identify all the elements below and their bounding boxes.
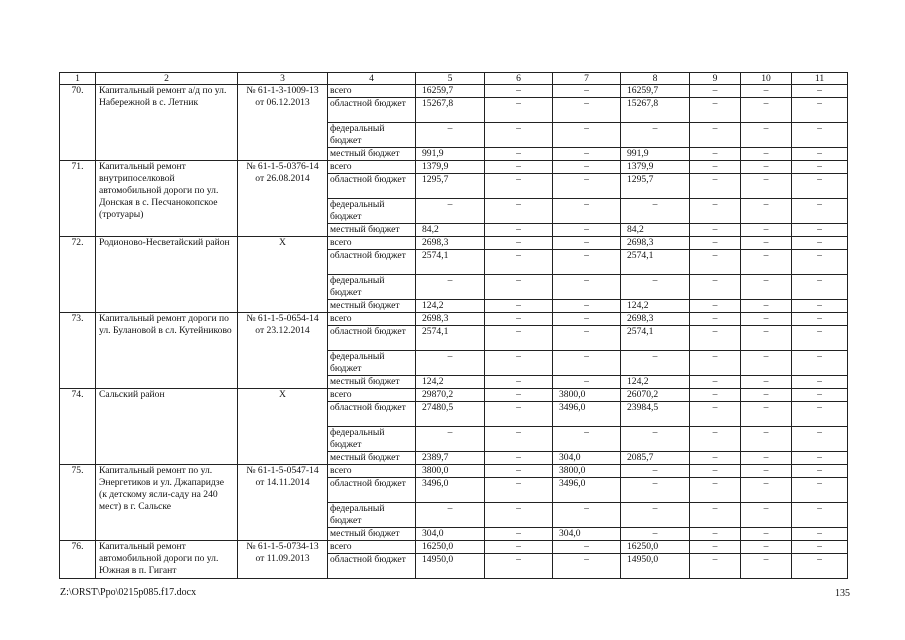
amount-cell: – — [792, 541, 848, 554]
amount-cell: – — [690, 85, 741, 98]
amount-cell: – — [741, 402, 792, 427]
header-cell: 1 — [60, 73, 96, 85]
document-ref: № 61-1-3-1009-13 от 06.12.2013 — [238, 85, 328, 161]
amount-cell: 1295,7 — [621, 174, 690, 199]
amount-cell: – — [741, 237, 792, 250]
amount-cell: – — [621, 465, 690, 478]
table-row — [60, 389, 848, 402]
amount-cell: 2574,1 — [416, 326, 485, 351]
header-cell: 3 — [238, 73, 328, 85]
amount-cell: – — [485, 148, 553, 161]
amount-cell: – — [690, 452, 741, 465]
header-cell: 10 — [741, 73, 792, 85]
amount-cell: – — [792, 427, 848, 452]
amount-cell: – — [553, 351, 621, 376]
amount-cell: – — [741, 275, 792, 300]
funding-source: местный бюджет — [328, 224, 416, 237]
amount-cell: – — [690, 161, 741, 174]
document-ref: № 61-1-5-0654-14 от 23.12.2014 — [238, 313, 328, 389]
header-cell: 4 — [328, 73, 416, 85]
amount-cell: – — [485, 224, 553, 237]
amount-cell: – — [553, 123, 621, 148]
table-body — [60, 73, 848, 579]
row-number: 74. — [60, 389, 96, 465]
amount-cell: 3800,0 — [553, 389, 621, 402]
amount-cell: – — [690, 541, 741, 554]
amount-cell: – — [485, 326, 553, 351]
funding-source: областной бюджет — [328, 174, 416, 199]
amount-cell: – — [621, 427, 690, 452]
amount-cell: – — [792, 148, 848, 161]
amount-cell: – — [485, 237, 553, 250]
amount-cell: – — [553, 554, 621, 579]
amount-cell: – — [485, 85, 553, 98]
amount-cell: – — [621, 478, 690, 503]
header-cell: 2 — [96, 73, 238, 85]
amount-cell: – — [792, 376, 848, 389]
funding-source: всего — [328, 161, 416, 174]
amount-cell: 124,2 — [416, 376, 485, 389]
amount-cell: 16250,0 — [416, 541, 485, 554]
funding-source: областной бюджет — [328, 402, 416, 427]
amount-cell: – — [792, 389, 848, 402]
amount-cell: – — [485, 389, 553, 402]
amount-cell: 15267,8 — [416, 98, 485, 123]
amount-cell: – — [741, 224, 792, 237]
amount-cell: 16259,7 — [621, 85, 690, 98]
amount-cell: – — [792, 503, 848, 528]
amount-cell: – — [792, 452, 848, 465]
object-name: Капитальный ремонт автомобильной дороги по ул. Южная в п. Гигант — [96, 541, 238, 579]
funding-source: всего — [328, 237, 416, 250]
document-page — [59, 72, 848, 579]
amount-cell: – — [553, 427, 621, 452]
amount-cell: – — [690, 478, 741, 503]
amount-cell: – — [792, 313, 848, 326]
amount-cell: – — [690, 123, 741, 148]
amount-cell: 991,9 — [416, 148, 485, 161]
amount-cell: – — [690, 389, 741, 402]
amount-cell: – — [741, 465, 792, 478]
amount-cell: – — [792, 123, 848, 148]
amount-cell: – — [792, 402, 848, 427]
amount-cell: – — [690, 300, 741, 313]
funding-source: областной бюджет — [328, 98, 416, 123]
amount-cell: – — [485, 541, 553, 554]
budget-table — [59, 72, 848, 579]
amount-cell: – — [690, 465, 741, 478]
amount-cell: 84,2 — [416, 224, 485, 237]
amount-cell: – — [485, 402, 553, 427]
amount-cell: – — [485, 275, 553, 300]
amount-cell: – — [792, 351, 848, 376]
document-ref: № 61-1-5-0734-13 от 11.09.2013 — [238, 541, 328, 579]
funding-source: федеральный бюджет — [328, 351, 416, 376]
funding-source: местный бюджет — [328, 300, 416, 313]
table-row — [60, 85, 848, 98]
amount-cell: 3496,0 — [416, 478, 485, 503]
amount-cell: – — [553, 174, 621, 199]
amount-cell: – — [485, 452, 553, 465]
amount-cell: 3496,0 — [553, 402, 621, 427]
amount-cell: – — [485, 465, 553, 478]
amount-cell: 124,2 — [416, 300, 485, 313]
amount-cell: – — [690, 326, 741, 351]
amount-cell: 27480,5 — [416, 402, 485, 427]
amount-cell: – — [792, 224, 848, 237]
header-cell: 9 — [690, 73, 741, 85]
table-row — [60, 465, 848, 478]
document-ref: Х — [238, 389, 328, 465]
amount-cell: – — [792, 300, 848, 313]
funding-source: всего — [328, 85, 416, 98]
amount-cell: – — [416, 503, 485, 528]
amount-cell: – — [553, 275, 621, 300]
amount-cell: 26070,2 — [621, 389, 690, 402]
amount-cell: 2574,1 — [621, 250, 690, 275]
amount-cell: – — [690, 554, 741, 579]
funding-source: всего — [328, 313, 416, 326]
row-number: 72. — [60, 237, 96, 313]
amount-cell: – — [792, 85, 848, 98]
amount-cell: – — [553, 326, 621, 351]
funding-source: областной бюджет — [328, 250, 416, 275]
amount-cell: – — [690, 174, 741, 199]
amount-cell: – — [621, 528, 690, 541]
amount-cell: – — [792, 161, 848, 174]
amount-cell: 1379,9 — [416, 161, 485, 174]
amount-cell: – — [741, 326, 792, 351]
amount-cell: – — [485, 174, 553, 199]
amount-cell: – — [741, 98, 792, 123]
amount-cell: – — [416, 351, 485, 376]
amount-cell: – — [485, 554, 553, 579]
amount-cell: – — [741, 85, 792, 98]
funding-source: федеральный бюджет — [328, 123, 416, 148]
amount-cell: 124,2 — [621, 376, 690, 389]
amount-cell: – — [792, 326, 848, 351]
document-ref: Х — [238, 237, 328, 313]
amount-cell: – — [690, 351, 741, 376]
funding-source: местный бюджет — [328, 452, 416, 465]
funding-source: местный бюджет — [328, 148, 416, 161]
row-number: 71. — [60, 161, 96, 237]
amount-cell: – — [741, 148, 792, 161]
amount-cell: – — [621, 123, 690, 148]
amount-cell: – — [485, 427, 553, 452]
amount-cell: – — [792, 199, 848, 224]
amount-cell: – — [741, 313, 792, 326]
document-ref: № 61-1-5-0376-14 от 26.08.2014 — [238, 161, 328, 237]
amount-cell: – — [621, 275, 690, 300]
funding-source: всего — [328, 541, 416, 554]
amount-cell: 2698,3 — [416, 237, 485, 250]
amount-cell: 2698,3 — [416, 313, 485, 326]
amount-cell: 2085,7 — [621, 452, 690, 465]
amount-cell: – — [621, 351, 690, 376]
amount-cell: – — [621, 199, 690, 224]
amount-cell: – — [553, 199, 621, 224]
amount-cell: – — [485, 478, 553, 503]
amount-cell: – — [690, 402, 741, 427]
amount-cell: – — [741, 528, 792, 541]
amount-cell: 991,9 — [621, 148, 690, 161]
amount-cell: – — [690, 250, 741, 275]
amount-cell: – — [416, 199, 485, 224]
amount-cell: – — [485, 528, 553, 541]
amount-cell: – — [792, 528, 848, 541]
amount-cell: 2389,7 — [416, 452, 485, 465]
amount-cell: – — [485, 250, 553, 275]
amount-cell: – — [553, 98, 621, 123]
amount-cell: – — [416, 275, 485, 300]
header-cell: 8 — [621, 73, 690, 85]
amount-cell: – — [553, 224, 621, 237]
file-path: Z:\ORST\Ppo\0215p085.f17.docx — [60, 587, 197, 598]
amount-cell: 2574,1 — [416, 250, 485, 275]
amount-cell: – — [485, 199, 553, 224]
amount-cell: – — [741, 199, 792, 224]
header-cell: 6 — [485, 73, 553, 85]
funding-source: областной бюджет — [328, 478, 416, 503]
header-cell: 11 — [792, 73, 848, 85]
amount-cell: 14950,0 — [621, 554, 690, 579]
amount-cell: – — [792, 98, 848, 123]
header-cell: 5 — [416, 73, 485, 85]
amount-cell: – — [690, 503, 741, 528]
header-cell: 7 — [553, 73, 621, 85]
amount-cell: – — [690, 98, 741, 123]
amount-cell: – — [553, 376, 621, 389]
amount-cell: – — [485, 376, 553, 389]
object-name: Капитальный ремонт а/д по ул. Набережной в с. Летник — [96, 85, 238, 161]
funding-source: федеральный бюджет — [328, 503, 416, 528]
amount-cell: – — [741, 554, 792, 579]
amount-cell: – — [741, 503, 792, 528]
amount-cell: – — [553, 503, 621, 528]
amount-cell: – — [416, 123, 485, 148]
amount-cell: – — [792, 554, 848, 579]
amount-cell: – — [741, 541, 792, 554]
amount-cell: – — [485, 98, 553, 123]
amount-cell: 2698,3 — [621, 313, 690, 326]
column-number-row — [60, 73, 848, 85]
amount-cell: 1379,9 — [621, 161, 690, 174]
funding-source: федеральный бюджет — [328, 427, 416, 452]
table-row — [60, 161, 848, 174]
amount-cell: – — [741, 427, 792, 452]
amount-cell: – — [741, 389, 792, 402]
funding-source: местный бюджет — [328, 528, 416, 541]
amount-cell: 84,2 — [621, 224, 690, 237]
amount-cell: – — [690, 376, 741, 389]
object-name: Родионово-Несветайский район — [96, 237, 238, 313]
amount-cell: – — [741, 161, 792, 174]
page-number: 135 — [835, 588, 850, 599]
row-number: 70. — [60, 85, 96, 161]
row-number: 76. — [60, 541, 96, 579]
amount-cell: – — [792, 174, 848, 199]
amount-cell: – — [485, 123, 553, 148]
amount-cell: 3800,0 — [553, 465, 621, 478]
amount-cell: – — [741, 452, 792, 465]
amount-cell: – — [741, 351, 792, 376]
amount-cell: 14950,0 — [416, 554, 485, 579]
object-name: Сальский район — [96, 389, 238, 465]
funding-source: областной бюджет — [328, 326, 416, 351]
amount-cell: – — [690, 528, 741, 541]
amount-cell: 124,2 — [621, 300, 690, 313]
amount-cell: – — [690, 224, 741, 237]
table-row — [60, 541, 848, 554]
amount-cell: – — [485, 351, 553, 376]
amount-cell: – — [690, 199, 741, 224]
object-name: Капитальный ремонт внутрипоселковой автомобильной дороги по ул. Донская в с. Песчанокопское (тротуары) — [96, 161, 238, 237]
amount-cell: – — [416, 427, 485, 452]
funding-source: областной бюджет — [328, 554, 416, 579]
amount-cell: – — [792, 237, 848, 250]
amount-cell: – — [792, 465, 848, 478]
amount-cell: – — [792, 275, 848, 300]
amount-cell: – — [485, 300, 553, 313]
amount-cell: 2574,1 — [621, 326, 690, 351]
table-row — [60, 313, 848, 326]
funding-source: местный бюджет — [328, 376, 416, 389]
amount-cell: – — [741, 123, 792, 148]
funding-source: всего — [328, 465, 416, 478]
object-name: Капитальный ремонт дороги по ул. Булановой в сл. Кутейниково — [96, 313, 238, 389]
amount-cell: – — [485, 161, 553, 174]
amount-cell: – — [553, 85, 621, 98]
amount-cell: 16250,0 — [621, 541, 690, 554]
amount-cell: 3496,0 — [553, 478, 621, 503]
amount-cell: – — [741, 376, 792, 389]
amount-cell: – — [553, 250, 621, 275]
amount-cell: 23984,5 — [621, 402, 690, 427]
amount-cell: 29870,2 — [416, 389, 485, 402]
amount-cell: – — [690, 313, 741, 326]
amount-cell: – — [621, 503, 690, 528]
amount-cell: – — [741, 478, 792, 503]
amount-cell: – — [792, 250, 848, 275]
amount-cell: – — [690, 148, 741, 161]
amount-cell: – — [792, 478, 848, 503]
object-name: Капитальный ремонт по ул. Энергетиков и ул. Джапаридзе (к детскому ясли-саду на 240 мест) в г. Сальске — [96, 465, 238, 541]
amount-cell: – — [553, 300, 621, 313]
funding-source: всего — [328, 389, 416, 402]
funding-source: федеральный бюджет — [328, 199, 416, 224]
amount-cell: – — [485, 503, 553, 528]
amount-cell: – — [553, 237, 621, 250]
amount-cell: – — [690, 275, 741, 300]
amount-cell: – — [485, 313, 553, 326]
amount-cell: – — [553, 161, 621, 174]
document-ref: № 61-1-5-0547-14 от 14.11.2014 — [238, 465, 328, 541]
amount-cell: 304,0 — [553, 452, 621, 465]
amount-cell: – — [553, 313, 621, 326]
row-number: 75. — [60, 465, 96, 541]
amount-cell: – — [741, 174, 792, 199]
table-row — [60, 237, 848, 250]
funding-source: федеральный бюджет — [328, 275, 416, 300]
amount-cell: – — [553, 541, 621, 554]
amount-cell: 2698,3 — [621, 237, 690, 250]
amount-cell: – — [741, 250, 792, 275]
amount-cell: – — [741, 300, 792, 313]
amount-cell: 1295,7 — [416, 174, 485, 199]
amount-cell: – — [553, 148, 621, 161]
amount-cell: 304,0 — [553, 528, 621, 541]
amount-cell: 304,0 — [416, 528, 485, 541]
amount-cell: – — [690, 237, 741, 250]
amount-cell: 3800,0 — [416, 465, 485, 478]
amount-cell: 15267,8 — [621, 98, 690, 123]
amount-cell: 16259,7 — [416, 85, 485, 98]
row-number: 73. — [60, 313, 96, 389]
amount-cell: – — [690, 427, 741, 452]
